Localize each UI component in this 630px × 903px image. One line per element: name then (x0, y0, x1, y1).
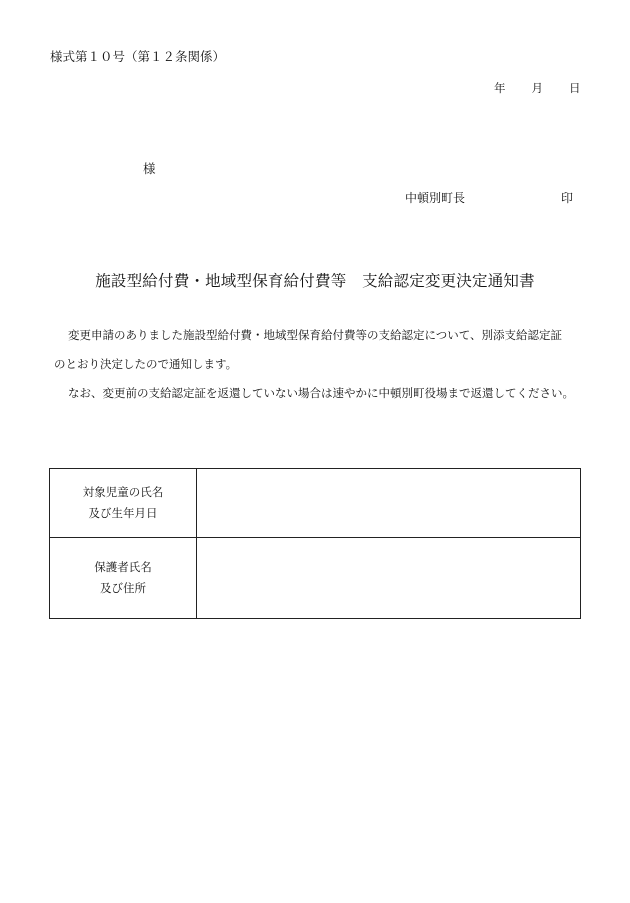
addressee-honorific: 様 (143, 161, 156, 176)
issuer-name: 中頓別町長 (405, 191, 466, 205)
label-line: 及び住所 (100, 581, 146, 595)
label-line: 及び生年月日 (88, 506, 158, 520)
body-paragraph-line: 変更申請のありました施設型給付費・地域型保育給付費等の支給認定について、別添支給認定証 (68, 328, 563, 342)
label-line: 対象児童の氏名 (82, 485, 164, 499)
date-day-label: 日 (569, 81, 581, 95)
date-year-label: 年 (494, 81, 506, 95)
body-paragraph-line: のとおり決定したので通知します。 (54, 357, 238, 371)
label-line: 保護者氏名 (94, 560, 152, 574)
guardian-info-value-cell (197, 538, 581, 619)
date-line (494, 80, 581, 96)
info-table (49, 468, 581, 619)
form-number: 様式第１０号（第１２条関係） (50, 49, 226, 64)
date-month-label: 月 (531, 81, 543, 95)
seal-mark: 印 (561, 191, 574, 205)
body-paragraph-line: なお、変更前の支給認定証を返還していない場合は速やかに中頓別町役場まで返還してください。 (68, 386, 574, 400)
child-info-label (50, 469, 197, 538)
guardian-info-label (50, 538, 197, 619)
child-info-value-cell (197, 469, 581, 538)
document-title: 施設型給付費・地域型保育給付費等 支給認定変更決定通知書 (95, 272, 535, 290)
table-row-child (50, 469, 581, 538)
table-row-guardian (50, 538, 581, 619)
